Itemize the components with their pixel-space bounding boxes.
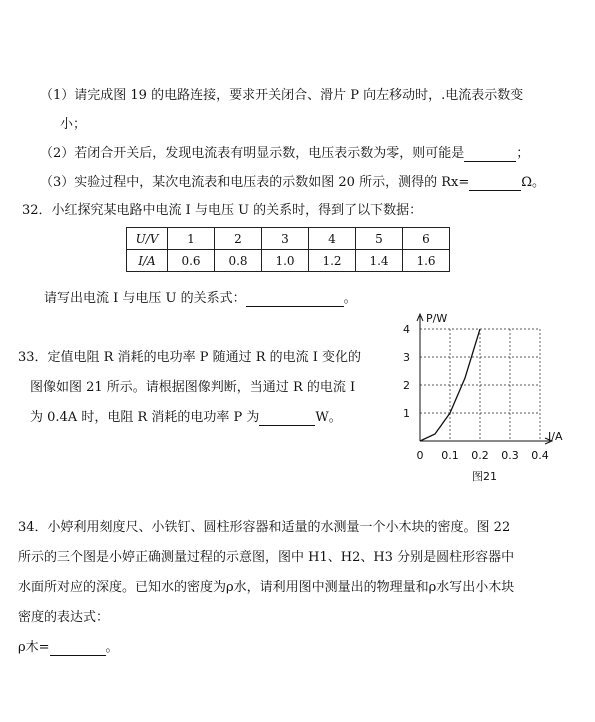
table-cell: 1.4 bbox=[356, 250, 403, 272]
chart-grid bbox=[420, 329, 540, 441]
q31-item3 bbox=[40, 171, 545, 191]
y-tick-label: 1 bbox=[403, 407, 410, 420]
table-cell: 1 bbox=[168, 228, 215, 250]
table-cell: 1.0 bbox=[262, 250, 309, 272]
q31-item2 bbox=[40, 142, 529, 162]
x-tick-label: 0.3 bbox=[501, 449, 519, 462]
table-cell: 5 bbox=[356, 228, 403, 250]
x-tick-label: 0.2 bbox=[471, 449, 489, 462]
table-cell: 0.8 bbox=[215, 250, 262, 272]
q34-line3: 水面所对应的深度。已知水的密度为ρ水，请利用图中测量出的物理量和ρ水写出小木块 bbox=[18, 580, 515, 595]
table-cell: 1.6 bbox=[403, 250, 450, 272]
table-row-u bbox=[127, 228, 450, 250]
q31-item2-text: （2）若闭合开关后，发现电流表有明显示数，电压表示数为零，则可能是 bbox=[40, 146, 465, 161]
q31-item3-blank[interactable] bbox=[469, 175, 521, 191]
y-tick-label: 4 bbox=[403, 323, 410, 336]
q34-line4: 密度的表达式： bbox=[18, 610, 110, 625]
figure-21-power-current-graph bbox=[400, 308, 563, 488]
table-row-i bbox=[127, 250, 450, 272]
q33-line1: 33．定值电阻 R 消耗的电功率 P 随通过 R 的电流 I 变化的 bbox=[18, 350, 362, 365]
chart-axes bbox=[417, 314, 552, 444]
q31-item2-blank[interactable] bbox=[464, 146, 516, 162]
q31-item2-end: ； bbox=[516, 146, 530, 161]
figure-caption: 图21 bbox=[472, 470, 497, 483]
q34-answer-blank[interactable] bbox=[50, 640, 106, 656]
x-axis-label: I/A bbox=[548, 430, 563, 443]
x-tick-label: 0.4 bbox=[531, 449, 549, 462]
q34-line1: 34．小婷利用刻度尺、小铁钉、圆柱形容器和适量的水测量一个小木块的密度。图 22 bbox=[18, 520, 511, 535]
q33-answer-blank[interactable] bbox=[259, 410, 315, 426]
table-cell: 3 bbox=[262, 228, 309, 250]
table-row-label-u: U/V bbox=[127, 228, 168, 250]
q31-item3-end: Ω。 bbox=[521, 175, 546, 190]
q34-answer-prefix: ρ木= bbox=[18, 640, 50, 655]
y-axis-label: P/W bbox=[426, 312, 448, 325]
table-cell: 6 bbox=[403, 228, 450, 250]
q31-item1-line2: 小； bbox=[60, 117, 87, 132]
q32-answer-blank[interactable] bbox=[246, 291, 344, 307]
x-tick-label: 0.1 bbox=[441, 449, 459, 462]
q32-prompt-text: 请写出电流 I 与电压 U 的关系式： bbox=[44, 291, 246, 306]
q33-line3-text: 为 0.4A 时，电阻 R 消耗的电功率 P 为 bbox=[30, 410, 260, 425]
q33-line3 bbox=[30, 406, 342, 426]
y-tick-label: 3 bbox=[403, 351, 410, 364]
q32-prompt bbox=[44, 287, 357, 307]
q32-prompt-end: 。 bbox=[343, 291, 357, 306]
q32-data-table bbox=[126, 227, 450, 272]
q31-item3-text: （3）实验过程中，某次电流表和电压表的示数如图 20 所示，测得的 Rx= bbox=[40, 175, 470, 190]
q34-answer-end: 。 bbox=[105, 640, 119, 655]
q32-stem: 32．小红探究某电路中电流 I 与电压 U 的关系时，得到了以下数据： bbox=[22, 203, 423, 218]
table-cell: 0.6 bbox=[168, 250, 215, 272]
q31-item1-line1: （1）请完成图 19 的电路连接，要求开关闭合、滑片 P 向左移动时，.电流表示数变 bbox=[40, 88, 524, 103]
q33-line2: 图像如图 21 所示。请根据图像判断，当通过 R 的电流 I bbox=[30, 380, 356, 395]
table-row-label-i: I/A bbox=[127, 250, 168, 272]
table-cell: 4 bbox=[309, 228, 356, 250]
x-tick-label: 0 bbox=[416, 449, 424, 462]
y-tick-label: 2 bbox=[403, 379, 410, 392]
q34-line2: 所示的三个图是小婷正确测量过程的示意图，图中 H1、H2、H3 分别是圆柱形容器中 bbox=[18, 550, 515, 565]
q34-answer bbox=[18, 636, 119, 656]
q33-line3-end: W。 bbox=[315, 410, 342, 425]
table-cell: 1.2 bbox=[309, 250, 356, 272]
table-cell: 2 bbox=[215, 228, 262, 250]
